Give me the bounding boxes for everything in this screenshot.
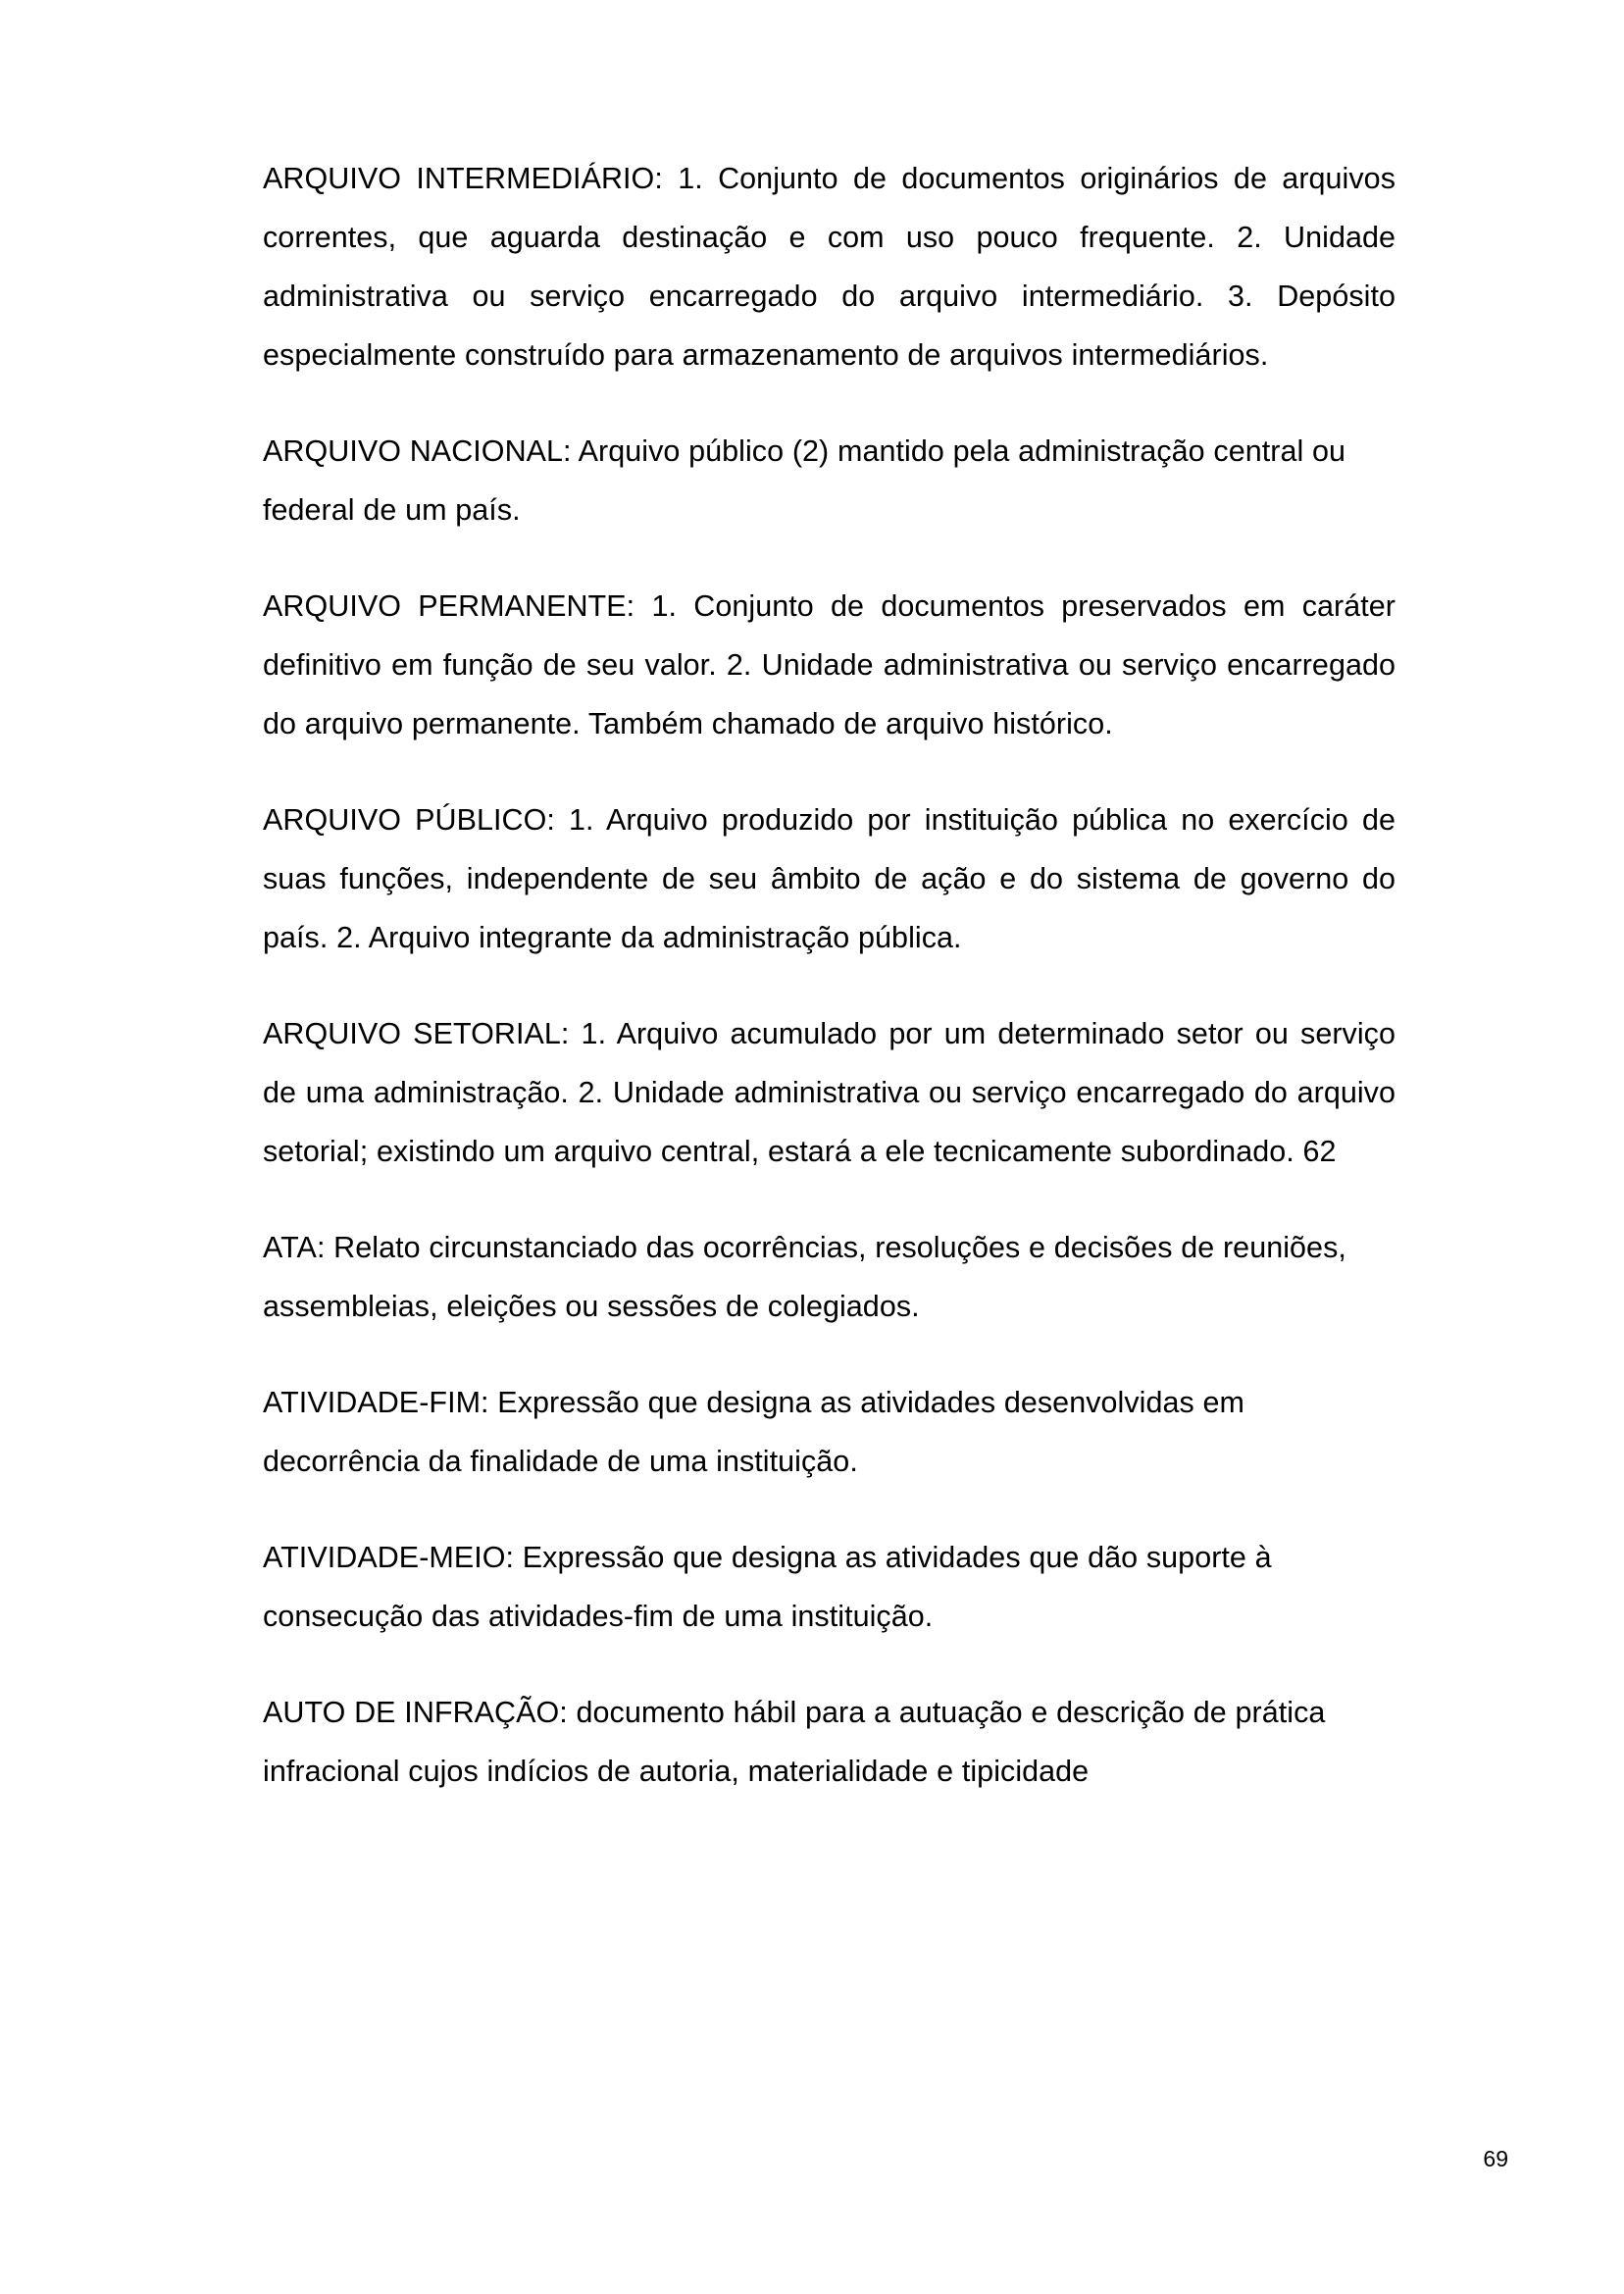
page-number: 69 (1483, 2146, 1508, 2171)
definition-paragraph-ata: ATA: Relato circunstanciado das ocorrências, resoluções e decisões de reuniões, assembleias, eleições ou sessões de colegiados. (263, 1231, 1346, 1323)
page-body-text (263, 149, 1396, 1801)
definition-paragraph-atividade-meio: ATIVIDADE-MEIO: Expressão que designa as atividades que dão suporte à consecução das atividades-fim de uma instituição. (263, 1541, 1272, 1633)
definition-paragraph-arquivo-intermediario: ARQUIVO INTERMEDIÁRIO: 1. Conjunto de documentos originários de arquivos correntes, que aguarda destinação e com uso pouco frequente. 2. Unidade administrativa ou serviço encarregado do arquivo intermediário. 3. Depósito especialmente construído para armazenamento de arquivos intermediários. (263, 162, 1396, 372)
definition-paragraph-atividade-fim: ATIVIDADE-FIM: Expressão que designa as atividades desenvolvidas em decorrência da finalidade de uma instituição. (263, 1386, 1244, 1478)
definition-paragraph-arquivo-setorial: ARQUIVO SETORIAL: 1. Arquivo acumulado por um determinado setor ou serviço de uma administração. 2. Unidade administrativa ou serviço encarregado do arquivo setorial; existindo um arquivo central, estará a ele tecnicamente subordinado. 62 (263, 1017, 1396, 1168)
definition-paragraph-arquivo-nacional: ARQUIVO NACIONAL: Arquivo público (2) mantido pela administração central ou federal de um país. (263, 434, 1346, 527)
definition-paragraph-auto-de-infracao: AUTO DE INFRAÇÃO: documento hábil para a autuação e descrição de prática infracional cujos indícios de autoria, materialidade e tipicidade (263, 1696, 1326, 1788)
definition-paragraph-arquivo-publico: ARQUIVO PÚBLICO: 1. Arquivo produzido por instituição pública no exercício de suas funções, independente de seu âmbito de ação e do sistema de governo do país. 2. Arquivo integrante da administração pública. (263, 803, 1396, 954)
definition-paragraph-arquivo-permanente: ARQUIVO PERMANENTE: 1. Conjunto de documentos preservados em caráter definitivo em função de seu valor. 2. Unidade administrativa ou serviço encarregado do arquivo permanente. Também chamado de arquivo histórico. (263, 589, 1396, 740)
